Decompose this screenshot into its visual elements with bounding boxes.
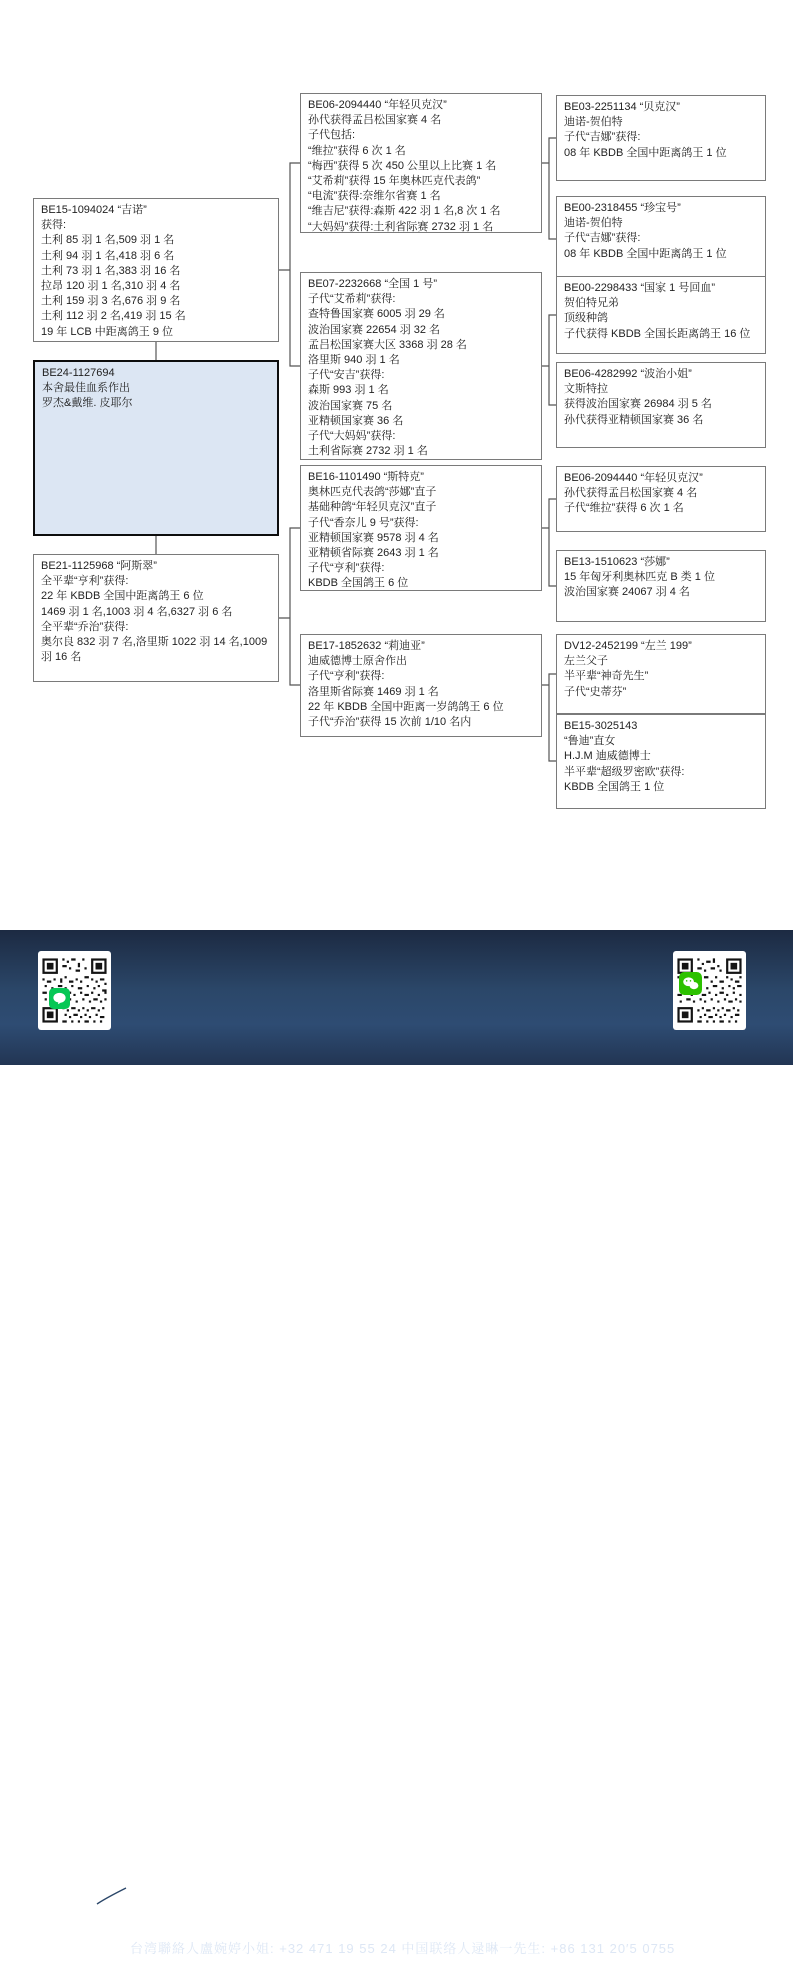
pedigree-box-gino [33, 198, 279, 342]
box-text-line: 全平辈“乔治”获得: [41, 620, 129, 633]
box-achievements [564, 115, 758, 161]
pedigree-box-national1-inbred [556, 276, 766, 354]
box-achievements [564, 296, 758, 342]
pedigree-box-rudi [556, 714, 766, 809]
box-text-line: 子代“吉娜”获得: [564, 232, 641, 245]
box-text-line: 22 年 KBDB 全国中距离鸽王 6 位 [41, 590, 204, 603]
box-text-line: KBDB 全国鸽王 6 位 [308, 577, 409, 590]
contact-emails: jo@herbots.be - miet@herbots.be - wangting@herbots.be - pieterjan@herbots.be [130, 1918, 666, 1933]
box-text-line: 本舍最佳血系作出 [42, 382, 130, 395]
box-text-line: 子代“亨利”获得: [308, 562, 385, 575]
box-text-line: 文斯特拉 [564, 383, 608, 396]
box-text-line: 孙代获得孟吕松国家赛 4 名 [308, 114, 442, 127]
ring-number: BE00-2298433 “国家 1 号回血” [564, 282, 716, 294]
ring-number: BE13-1510623 “莎娜” [564, 556, 670, 568]
box-achievements [42, 381, 270, 411]
box-text-line: 奥林匹克代表鸽“莎娜”直子 [308, 486, 437, 499]
box-text-line: “维拉”获得 6 次 1 名 [308, 144, 406, 157]
box-text-line: 顶级种鸽 [564, 312, 608, 325]
box-text-line: 土利 159 羽 3 名,676 羽 9 名 [41, 295, 181, 308]
ring-number: BE24-1127694 [42, 367, 115, 379]
box-text-line: 亚精顿省际赛 2643 羽 1 名 [308, 547, 439, 560]
ring-number: BE06-2094440 “年轻贝克汉” [564, 472, 703, 484]
box-text-line: 基础种鸽“年轻贝克汉”直子 [308, 501, 437, 514]
box-text-line: 查特鲁国家赛 6005 羽 29 名 [308, 308, 445, 321]
box-text-line: 迪威德博士原舍作出 [308, 655, 407, 668]
box-text-line: 08 年 KBDB 全国中距离鸽王 1 位 [564, 247, 727, 260]
box-text-line: 1469 羽 1 名,1003 羽 4 名,6327 羽 6 名 [41, 605, 233, 618]
box-achievements [564, 382, 758, 428]
box-text-line: 22 年 KBDB 全国中距离一岁鸽鸽王 6 位 [308, 700, 504, 713]
box-text-line: 土利省际赛 2732 羽 1 名 [308, 445, 428, 458]
ring-number: BE03-2251134 “贝克汉” [564, 101, 680, 113]
box-text-line: 子代“大妈妈”获得: [308, 430, 396, 443]
box-text-line: 子代包括: [308, 129, 356, 142]
box-text-line: 08 年 KBDB 全国中距离鸽王 1 位 [564, 146, 727, 159]
ring-number: BE07-2232668 “全国 1 号” [308, 278, 438, 290]
box-text-line: 贺伯特兄弟 [564, 297, 619, 310]
pedigree-box-young-beckham-2 [556, 466, 766, 532]
box-text-line: 洛里斯省际赛 1469 羽 1 名 [308, 685, 439, 698]
box-text-line: “维吉尼”获得:森斯 422 羽 1 名,8 次 1 名 [308, 205, 501, 218]
box-text-line: 波治国家赛 24067 羽 4 名 [564, 586, 690, 599]
box-text-line: 子代“艾希莉”获得: [308, 293, 396, 306]
box-text-line: 羽 16 名 [41, 651, 82, 664]
box-text-line: 洛里斯 940 羽 1 名 [308, 354, 400, 367]
box-text-line: 子代“维拉”获得 6 次 1 名 [564, 502, 684, 515]
box-text-line: 子代“乔治”获得 15 次前 1/10 名内 [308, 716, 472, 729]
box-text-line: 半平辈“超级罗密欧”获得: [564, 765, 685, 778]
box-text-line: “鲁迪”直女 [564, 735, 616, 748]
box-text-line: 土利 73 羽 1 名,383 羽 16 名 [41, 264, 181, 277]
box-achievements [564, 216, 758, 262]
ring-number: BE06-2094440 “年轻贝克汉” [308, 99, 447, 111]
box-text-line: 15 年匈牙利奥林匹克 B 类 1 位 [564, 571, 715, 584]
pedigree-box-national1 [300, 272, 542, 460]
box-text-line: 亚精顿国家赛 9578 羽 4 名 [308, 531, 439, 544]
box-text-line: 波治国家赛 75 名 [308, 399, 393, 412]
wechat-app-icon [679, 972, 702, 995]
box-text-line: “梅西”获得 5 次 450 公里以上比赛 1 名 [308, 159, 497, 172]
line-app-icon [49, 988, 70, 1009]
box-achievements [564, 570, 758, 600]
box-text-line: “大妈妈”获得:土利省际赛 2732 羽 1 名 [308, 220, 494, 233]
box-text-line: 奥尔良 832 羽 7 名,洛里斯 1022 羽 14 名,1009 [41, 636, 268, 649]
box-text-line: 19 年 LCB 中距离鸽王 9 位 [41, 325, 174, 338]
box-achievements [308, 113, 534, 233]
box-achievements [308, 654, 534, 730]
box-text-line: KBDB 全国鸽王 1 位 [564, 780, 665, 793]
pedigree-box-subject [33, 360, 279, 536]
box-text-line: 土利 85 羽 1 名,509 羽 1 名 [41, 234, 175, 247]
box-achievements [564, 734, 758, 795]
ring-number: BE06-4282992 “波治小姐” [564, 368, 692, 380]
website-url: WWW.HERBOTS.BE [497, 1883, 697, 1906]
herbots-logo: Herbots [141, 1871, 320, 1918]
box-text-line: 子代获得 KBDB 全国长距离鸽王 16 位 [564, 327, 751, 340]
box-text-line: 迪诺-贺伯特 [564, 217, 623, 230]
box-text-line: 亚精顿国家赛 36 名 [308, 414, 404, 427]
box-achievements [564, 654, 758, 700]
box-text-line: 半平辈“神奇先生” [564, 670, 649, 683]
box-text-line: 全平辈“亨利”获得: [41, 575, 129, 588]
ring-number: DV12-2452199 “左兰 199” [564, 640, 692, 652]
box-achievements [41, 574, 271, 665]
box-achievements [308, 485, 534, 591]
box-text-line: 子代“吉娜”获得: [564, 131, 641, 144]
box-text-line: “艾希莉”获得 15 年奥林匹克代表鸽” [308, 175, 481, 188]
box-achievements [308, 292, 534, 459]
pedigree-box-sterk [300, 465, 542, 591]
ring-number: BE15-1094024 “吉诺” [41, 204, 147, 216]
box-text-line: 获得波治国家赛 26984 羽 5 名 [564, 398, 712, 411]
box-text-line: 罗杰&戴维. 皮耶尔 [42, 397, 133, 410]
box-text-line: 获得: [41, 219, 67, 232]
box-text-line: 子代“亨利”获得: [308, 670, 385, 683]
feather-icon [96, 1884, 130, 1906]
box-text-line: 波治国家赛 22654 羽 32 名 [308, 323, 441, 336]
pedigree-box-lydia [300, 634, 542, 737]
box-text-line: 子代“香奈儿 9 号”获得: [308, 516, 419, 529]
ring-number: BE21-1125968 “阿斯翠” [41, 560, 157, 572]
box-text-line: 森斯 993 羽 1 名 [308, 384, 389, 397]
pedigree-box-jumbo [556, 196, 766, 282]
box-text-line: “电流”获得:奈维尔省赛 1 名 [308, 190, 441, 203]
footer-slogan: 贺伯特家族...秉持品质第一与诚实可靠，力求提供完美的服务！ [115, 1960, 677, 1980]
pedigree-box-zoran [556, 634, 766, 714]
pedigree-box-young-beckham [300, 93, 542, 233]
contact-phones: 台湾聯絡人盧婉婷小姐: +32 471 19 55 24 中国联络人逯晽一先生: +86 131 20′5 0755 [130, 1941, 676, 1956]
box-achievements [41, 218, 271, 340]
ring-number: BE15-3025143 [564, 720, 638, 732]
pedigree-box-sanne [556, 550, 766, 622]
box-text-line: 孟吕松国家赛大区 3368 羽 28 名 [308, 338, 467, 351]
box-text-line: 子代“安吉”获得: [308, 369, 385, 382]
box-text-line: 孙代获得亚精顿国家赛 36 名 [564, 413, 704, 426]
pedigree-box-miss-bourges [556, 362, 766, 448]
pedigree-box-astrid [33, 554, 279, 682]
box-text-line: 左兰父子 [564, 655, 608, 668]
box-text-line: H.J.M 迪威德博士 [564, 750, 651, 763]
box-text-line: 土利 112 羽 2 名,419 羽 15 名 [41, 310, 186, 323]
ring-number: BE17-1852632 “莉迪亚” [308, 640, 425, 652]
box-text-line: 拉昂 120 羽 1 名,310 羽 4 名 [41, 280, 181, 293]
box-achievements [564, 486, 758, 516]
box-text-line: 土利 94 羽 1 名,418 羽 6 名 [41, 249, 175, 262]
brand-row [130, 1871, 697, 1918]
box-text-line: 孙代获得孟吕松国家赛 4 名 [564, 487, 698, 500]
pedigree-box-beckham [556, 95, 766, 181]
footer-tagline: 品质至上 [335, 1883, 484, 1911]
ring-number: BE16-1101490 “斯特克” [308, 471, 424, 483]
ring-number: BE00-2318455 “珍宝号” [564, 202, 681, 214]
box-text-line: 迪诺-贺伯特 [564, 116, 623, 129]
box-text-line: 子代“史蒂芬” [564, 685, 627, 698]
